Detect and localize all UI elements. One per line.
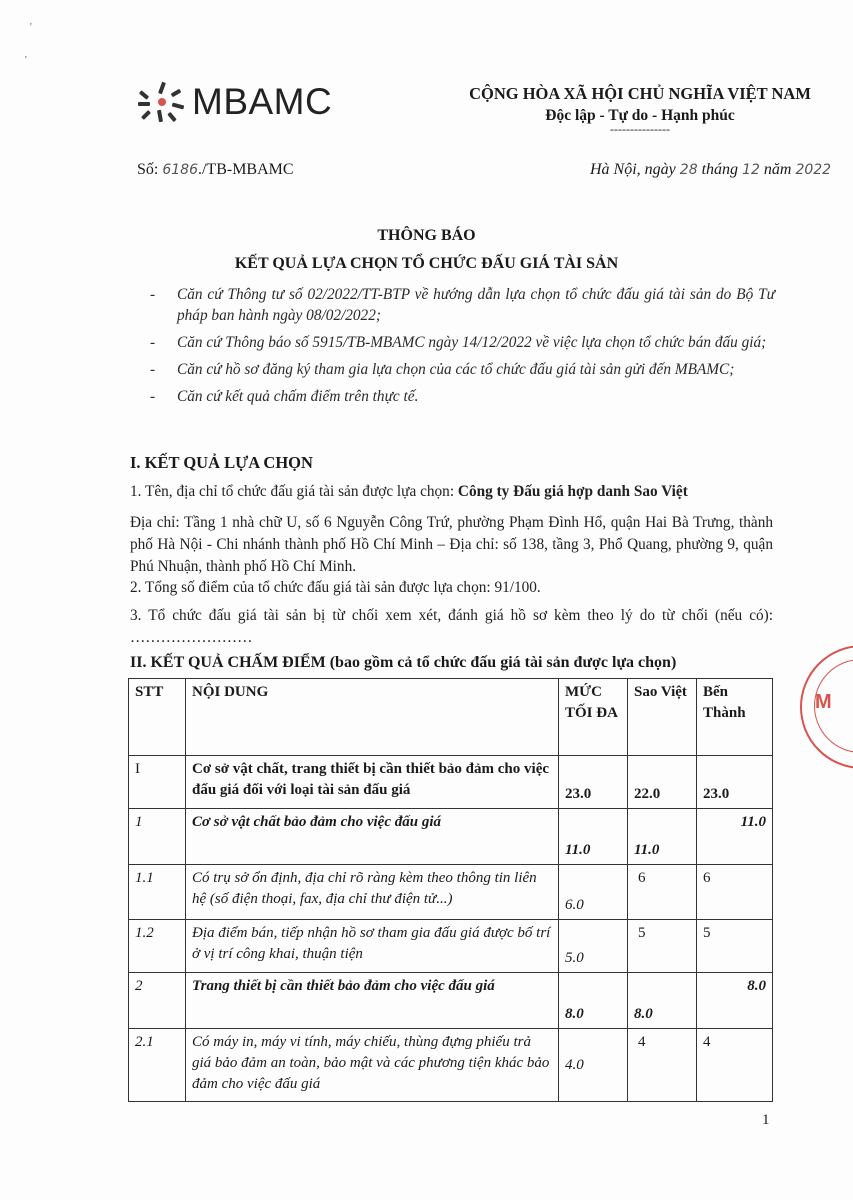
- legal-basis-item: - Căn cứ kết quả chấm điểm trên thực tế.: [150, 386, 775, 407]
- handwritten-number: 6186: [162, 162, 198, 178]
- doc-title: THÔNG BÁO: [377, 227, 476, 244]
- section-1-heading: I. KẾT QUẢ LỰA CHỌN: [130, 453, 313, 472]
- score-table: [128, 678, 773, 1102]
- table-row: 2.1 Có máy in, máy vi tính, máy chiếu, thùng đựng phiếu trả giá bảo đảm an toàn, bảo mật và các phương tiện khác bảo đảm cho việc đấu giá 4.0 4 4: [129, 1029, 773, 1102]
- table-row: 1.2 Địa điểm bán, tiếp nhận hồ sơ tham gia đấu giá được bố trí ở vị trí công khai, thuận tiện 5.0 5 5: [129, 920, 773, 973]
- table-row: I Cơ sở vật chất, trang thiết bị cần thiết bảo đảm cho việc đấu giá đối với loại tài sản đấu giá 23.0 22.0 23.0: [129, 756, 773, 809]
- table-row: 2 Trang thiết bị cần thiết bảo đảm cho việc đấu giá 8.0 8.0 8.0: [129, 973, 773, 1029]
- legal-basis-item: - Căn cứ hồ sơ đăng ký tham gia lựa chọn của các tổ chức đấu giá tài sản gửi đến MBAMC;: [150, 359, 775, 380]
- document-number: Số: 6186./TB-MBAMC: [137, 161, 294, 178]
- legal-bases: [150, 284, 775, 413]
- nation-motto: Độc lập - Tự do - Hạnh phúc: [545, 107, 735, 124]
- nation-divider: ---------------: [610, 122, 670, 136]
- national-header: [445, 84, 835, 137]
- total-score: 2. Tổng số điểm của tổ chức đấu giá tài sản được lựa chọn: 91/100.: [130, 579, 541, 596]
- mbamc-logo: [136, 80, 332, 124]
- table-row: 1.1 Có trụ sở ổn định, địa chỉ rõ ràng kèm theo thông tin liên hệ (số điện thoại, fax, địa chỉ thư điện tử...) 6.0 6 6: [129, 865, 773, 920]
- logo-text: MBAMC: [192, 81, 333, 122]
- red-seal-stamp: [800, 645, 853, 769]
- doc-subtitle: KẾT QUẢ LỰA CHỌN TỔ CHỨC ĐẤU GIÁ TÀI SẢN: [234, 255, 619, 272]
- date-line: Hà Nội, ngày 28 tháng 12 năm 2022: [590, 161, 832, 178]
- table-header-row: [129, 679, 773, 756]
- legal-basis-item: - Căn cứ Thông tư số 02/2022/TT-BTP về hướng dẫn lựa chọn tổ chức đấu giá tài sản do Bộ Tư pháp ban hành ngày 08/02/2022;: [150, 284, 775, 326]
- star-burst-icon: [136, 80, 188, 124]
- header-content: NỘI DUNG: [186, 679, 559, 756]
- table-row: 1 Cơ sở vật chất bảo đảm cho việc đấu giá 11.0 11.0 11.0: [129, 809, 773, 865]
- org-address: Địa chỉ: Tầng 1 nhà chữ U, số 6 Nguyễn Công Trứ, phường Phạm Đình Hổ, quận Hai Bà Trưng, thành phố Hà Nội - Chi nhánh thành phố Hồ Chí Minh – Địa chỉ: số 138, tầng 3, Phổ Quang, phường 9, quận Phú Nhuận, thành phố Hồ Chí Minh.: [130, 514, 773, 575]
- page-number: 1: [762, 1112, 770, 1128]
- scan-mark: ': [30, 22, 32, 33]
- stamp-letter: M: [815, 691, 832, 713]
- header-stt: STT: [129, 679, 186, 756]
- header-max: MỨC TỐI ĐA: [559, 679, 628, 756]
- nation-name: CỘNG HÒA XÃ HỘI CHỦ NGHĨA VIỆT NAM: [469, 84, 811, 103]
- legal-basis-item: - Căn cứ Thông báo số 5915/TB-MBAMC ngày 14/12/2022 về việc lựa chọn tổ chức bán đấu giá;: [150, 332, 775, 353]
- selected-org: 1. Tên, địa chỉ tổ chức đấu giá tài sản được lựa chọn: Công ty Đấu giá hợp danh Sao Việt: [130, 483, 688, 500]
- scan-mark: ': [25, 55, 27, 66]
- header-ben-thanh: Bến Thành: [697, 679, 773, 756]
- section-2-heading: II. KẾT QUẢ CHẤM ĐIỂM (bao gồm cả tổ chức đấu giá tài sản được lựa chọn): [130, 654, 677, 671]
- rejected-orgs: 3. Tổ chức đấu giá tài sản bị từ chối xem xét, đánh giá hồ sơ kèm theo lý do từ chối (nếu có): ……………………: [130, 607, 773, 646]
- header-sao-viet: Sao Việt: [628, 679, 697, 756]
- selected-org-name: Công ty Đấu giá hợp danh Sao Việt: [457, 483, 688, 500]
